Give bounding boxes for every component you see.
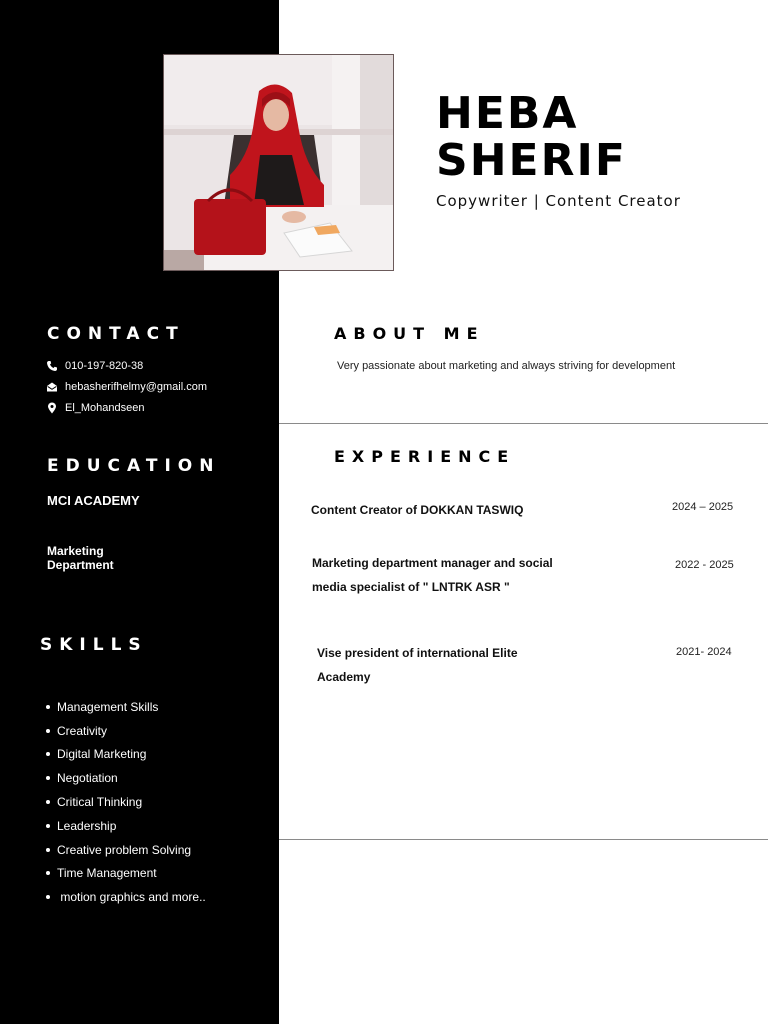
about-heading: ABOUT ME [334,324,485,343]
contact-email [46,381,207,393]
experience-date: 2022 - 2025 [675,559,734,571]
skill-label: Creative problem Solving [57,842,192,857]
bullet [46,800,50,804]
bullet [46,729,50,733]
education-heading: EDUCATION [47,456,221,476]
profile-photo [163,54,394,271]
phone-number: 010-197-820-38 [65,360,144,372]
job-title: Copywriter | Content Creator [436,192,681,210]
bullet [46,824,50,828]
skill-item [44,838,206,862]
contact-location [46,402,145,414]
skill-item [44,695,206,719]
skill-label: Critical Thinking [57,795,143,810]
map-pin-icon [46,402,58,414]
skill-item [44,814,206,838]
skill-item [44,766,206,790]
education-school: MCI ACADEMY [47,493,140,508]
education-department: Marketing Department [47,544,114,572]
skill-item [44,719,206,743]
skill-label: motion graphics and more.. [57,890,206,905]
experience-heading: EXPERIENCE [334,447,516,466]
last-name: SHERIF [436,135,627,186]
bullet [46,848,50,852]
candidate-name [436,90,627,184]
first-name: HEBA [436,88,579,139]
skill-item [44,743,206,767]
bullet [46,895,50,899]
skill-label: Time Management [57,866,157,881]
skill-item [44,885,206,909]
location-text: El_Mohandseen [65,402,145,414]
experience-title: Content Creator of DOKKAN TASWIQ [311,503,524,517]
contact-phone [46,360,143,372]
skill-label: Digital Marketing [57,747,147,762]
bullet [46,871,50,875]
skills-list [44,695,206,909]
experience-title: Marketing department manager and social media specialist of " LNTRK ASR " [312,556,553,594]
skill-label: Creativity [57,723,108,738]
skill-label: Leadership [57,818,117,833]
experience-date: 2021- 2024 [676,646,732,658]
bullet [46,705,50,709]
divider [279,423,768,424]
divider [279,839,768,840]
envelope-icon [46,381,58,393]
phone-icon [46,360,58,372]
skill-label: Management Skills [57,699,159,714]
skill-item [44,790,206,814]
contact-heading: CONTACT [47,324,185,344]
about-text: Very passionate about marketing and always striving for development [337,360,676,372]
skills-heading: SKILLS [40,635,148,655]
experience-date: 2024 – 2025 [672,501,734,513]
bullet [46,776,50,780]
experience-title: Vise president of international Elite Academy [317,646,518,684]
bullet [46,752,50,756]
skill-label: Negotiation [57,771,118,786]
email-address: hebasherifhelmy@gmail.com [65,381,208,393]
skill-item [44,862,206,886]
